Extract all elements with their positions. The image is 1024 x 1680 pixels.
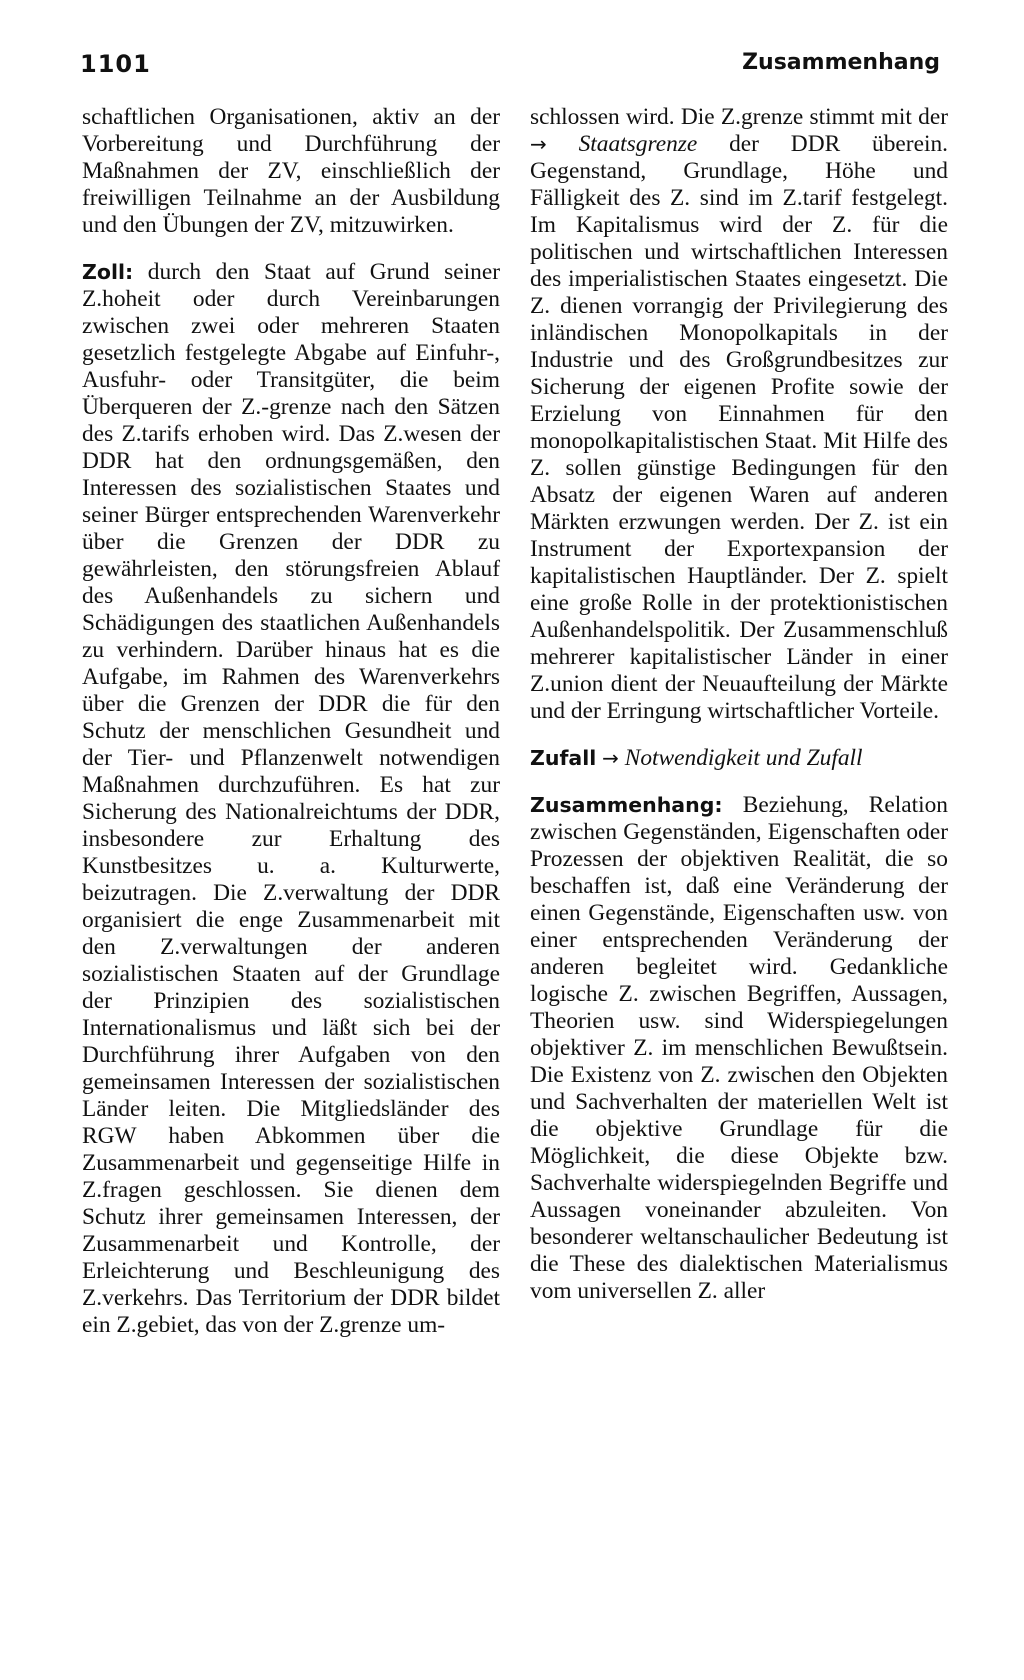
headword-zufall: Zufall: [530, 746, 597, 770]
cross-reference-arrow-icon: →: [530, 132, 547, 156]
cross-reference-notwendigkeit-und-zufall[interactable]: Notwendigkeit und Zufall: [624, 745, 863, 771]
entry-zoll-text: durch den Staat auf Grund seiner Z.hoheit oder durch Vereinbarungen zwischen zwei oder mehreren Staaten gesetzlich festgelegte Abgabe auf Einfuhr-, Ausfuhr- oder Transitgüter, die beim Überqueren der Z.-grenze nach den Sätzen des Z.tarifs erhoben wird. Das Z.wesen der DDR hat den ordnungsgemäßen, den Interessen des sozialistischen Staates und seiner Bürger entsprechenden Warenverkehr über die Grenzen der DDR zu gewährleisten, den störungsfreien Ablauf des Außenhandels zu sichern und Schädigungen des staatlichen Außenhandels zu verhindern. Darüber hinaus hat es die Aufgabe, im Rahmen des Warenverkehrs über die Grenzen der DDR die für den Schutz der menschlichen Gesundheit und der Tier- und Pflanzenwelt notwendigen Maßnahmen durchzuführen. Es hat zur Sicherung des Nationalreichtums der DDR, insbesondere zur Erhaltung des Kunstbesitzes u. a. Kulturwerte, beizutragen. Die Z.verwaltung der DDR organisiert die enge Zusammenarbeit mit den Z.verwaltungen der anderen sozialistischen Staaten auf der Grundlage der Prinzipien des sozialistischen Internationalismus und läßt sich bei der Durchführung ihrer Aufgaben von den gemeinsamen Interessen der sozialistischen Länder leiten. Die Mitgliedsländer des RGW haben Abkommen über die Zusammenarbeit und gegenseitige Hilfe in Z.fragen geschlossen. Sie dienen dem Schutz ihrer gemeinsamen Interessen, der Zusammenarbeit und Kontrolle, der Erleichterung und Beschleunigung des Z.verkehrs. Das Territorium der DDR bildet ein Z.gebiet, das von der Z.grenze um-: [82, 259, 500, 1338]
entry-zufall: [530, 745, 948, 772]
entry-zoll: [82, 259, 500, 1339]
entry-zusammenhang: [530, 792, 948, 1305]
entry-zusammenhang-text: Beziehung, Relation zwischen Gegenständen, Eigenschaften oder Prozessen der objektiven Realität, die so beschaffen ist, daß eine Veränderung der einen Gegenstände, Eigenschaften usw. von einer entsprechenden Veränderung der anderen begleitet wird. Gedankliche logische Z. zwischen Begriffen, Aussagen, Theorien usw. sind Widerspiegelungen objektiver Z. im menschlichen Bewußtsein. Die Existenz von Z. zwischen den Objekten und Sachverhalten der materiellen Welt ist die objektive Grundlage für die Möglichkeit, die diese Objekte bzw. Sachverhalte widerspiegelnden Begriffe und Aussagen voneinander abzuleiten. Von besonderer weltanschaulicher Bedeutung ist die These des dialektischen Materialismus vom universellen Z. aller: [530, 792, 948, 1304]
right-column: [530, 104, 948, 1305]
running-head: Zusammenhang: [742, 50, 940, 75]
zoll-continuation-text-1: schlossen wird. Die Z.grenze stimmt mit der: [530, 104, 948, 130]
cross-reference-staatsgrenze[interactable]: Staatsgrenze: [578, 131, 698, 157]
left-column: [82, 104, 500, 1339]
headword-zusammenhang: Zusammenhang:: [530, 793, 723, 817]
cross-reference-arrow-icon: →: [602, 746, 619, 770]
zoll-continuation-text-2: der DDR überein. Gegenstand, Grundlage, Höhe und Fälligkeit des Z. sind im Z.tarif festgelegt. Im Kapitalismus wird der Z. für die politischen und wirtschaftlichen Interessen des imperialistischen Staates eingesetzt. Die Z. dienen vorrangig der Privilegierung des inländischen Monopolkapitals in der Industrie und des Großgrundbesitzes zur Sicherung der eigenen Profite sowie der Erzielung von Einnahmen für den monopolkapitalistischen Staat. Mit Hilfe des Z. sollen günstige Bedingungen für den Absatz der eigenen Waren auf anderen Märkten erzwungen werden. Der Z. ist ein Instrument der Exportexpansion der kapitalistischen Hauptländer. Der Z. spielt eine große Rolle in der protektionistischen Außenhandelspolitik. Der Zusammenschluß mehrerer kapitalistischer Länder in einer Z.union dient der Neuaufteilung der Märkte und der Erringung wirtschaftlicher Vorteile.: [530, 131, 948, 724]
headword-zoll: Zoll:: [82, 260, 134, 284]
page-number: 1101: [80, 50, 151, 78]
entry-continuation: schaftlichen Organisationen, aktiv an der Vorbereitung und Durchführung der Maßnahmen der ZV, einschließlich der freiwilligen Teilnahme an der Ausbildung und den Übungen der ZV, mitzuwirken.: [82, 104, 500, 238]
entry-zoll-continuation: [530, 104, 948, 725]
